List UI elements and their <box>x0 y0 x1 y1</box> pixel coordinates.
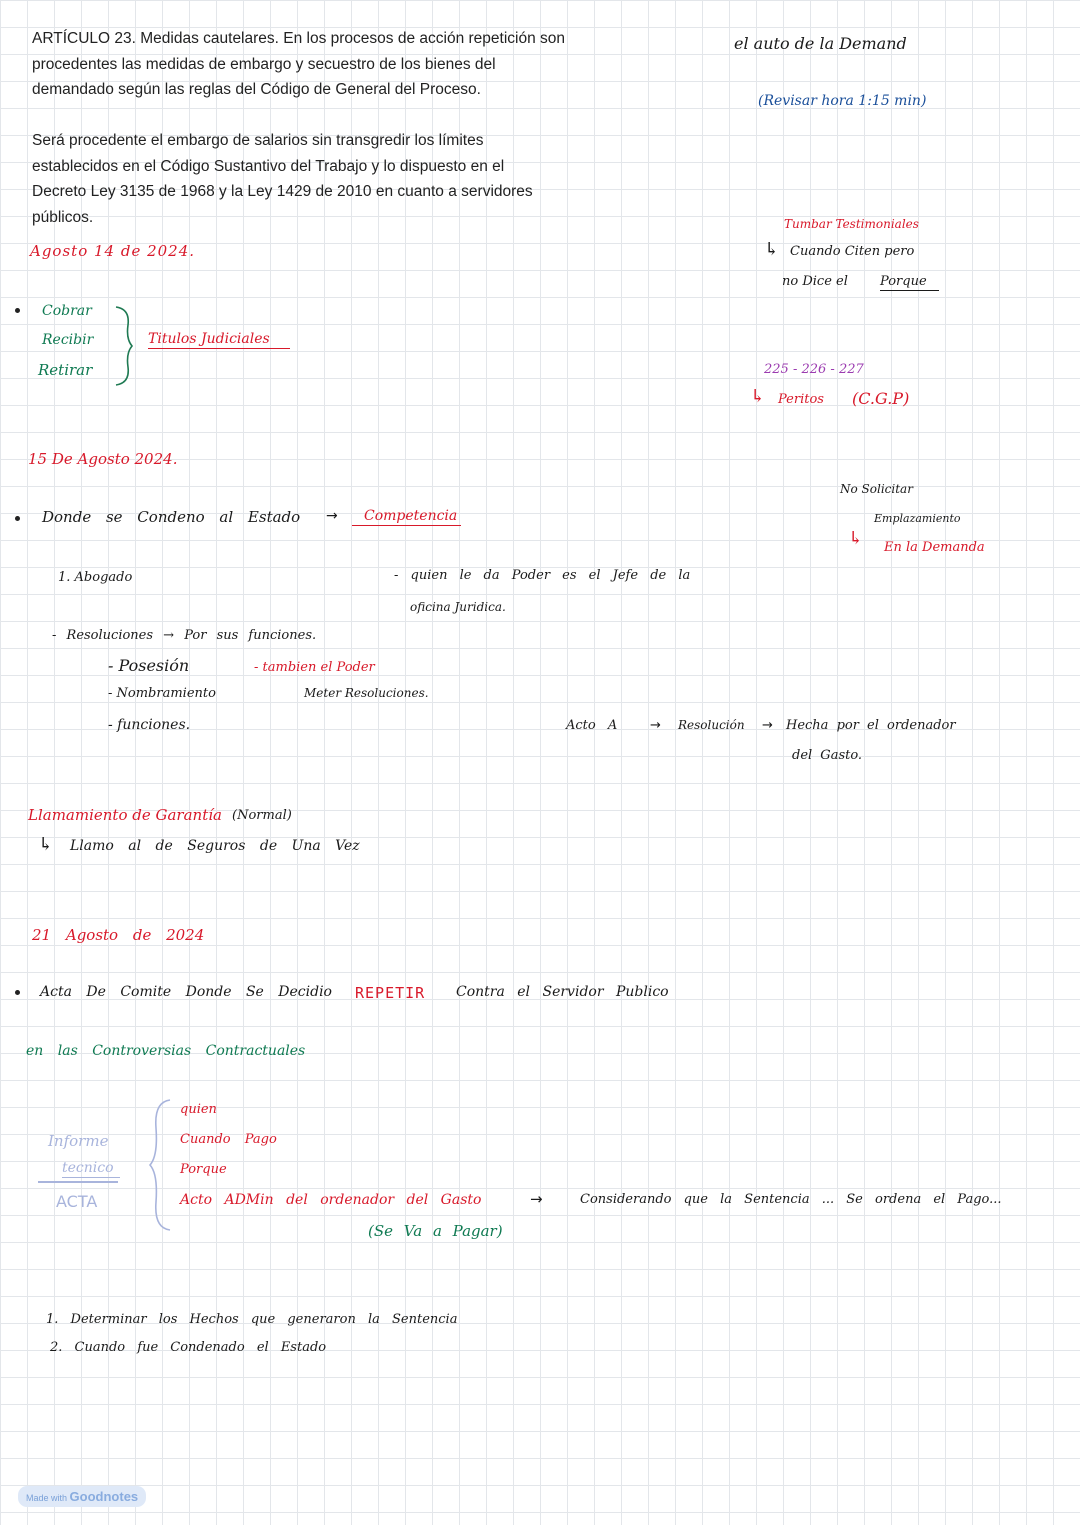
resoluciones: - Resoluciones → Por sus funciones. <box>52 628 317 643</box>
considerando: Considerando que la Sentencia ... Se ordena el Pago... <box>580 1192 1002 1207</box>
bullet-dot <box>15 308 20 313</box>
note-no-dice: no Dice el <box>782 274 848 289</box>
note-tumbar-testimoniales: Tumbar Testimoniales <box>784 217 919 231</box>
llamamiento-normal: (Normal) <box>232 808 292 823</box>
llamamiento-title: Llamamiento de Garantía <box>28 806 222 824</box>
goodnotes-badge <box>18 1486 146 1507</box>
arrow-right-icon: → <box>762 718 773 733</box>
competencia: Competencia <box>352 508 461 526</box>
note-articles: 225 - 226 - 227 <box>764 362 864 377</box>
titulos-judiciales: Titulos Judiciales <box>148 331 290 349</box>
made-with-label: Made with <box>26 1493 68 1503</box>
label-tecnico: tecnico <box>62 1160 120 1178</box>
verb-recibir: Recibir <box>42 332 94 348</box>
label-acta: ACTA <box>56 1192 98 1211</box>
note-peritos: Peritos <box>778 392 824 407</box>
verb-cobrar: Cobrar <box>42 303 92 319</box>
article-paragraph-2: Será procedente el embargo de salarios sin transgredir los límites establecidos en el Código Sustantivo del Trabajo y lo dispuesto en el Decreto Ley 3135 de 1968 y la Ley 1429 de 2010 en cuanto a servidores públicos. <box>32 132 533 226</box>
note-cuando-citen: Cuando Citen pero <box>790 244 915 259</box>
verb-retirar: Retirar <box>38 361 93 379</box>
arrow-right-icon: → <box>326 508 338 524</box>
arrow-right-icon: → <box>530 1190 543 1208</box>
list-item: 2. Cuando fue Condenado el Estado <box>50 1340 327 1355</box>
brace-icon <box>112 305 136 387</box>
note-no-solicitar: No Solicitar <box>840 482 913 496</box>
arrow-curve-icon: ↳ <box>750 386 766 407</box>
resolucion: Resolución <box>678 718 745 732</box>
arrow-curve-icon: ↳ <box>38 834 54 855</box>
brace-icon <box>148 1098 174 1232</box>
item-abogado: 1. Abogado <box>58 570 133 585</box>
date-aug-15: 15 De Agosto 2024. <box>28 450 178 468</box>
bullet-dot <box>15 516 20 521</box>
quien-poder-line-2: oficina Juridica. <box>410 600 506 614</box>
brace-item-quien: quien <box>180 1102 217 1117</box>
brand-label: Goodnotes <box>69 1489 139 1504</box>
tambien-poder: - tambien el Poder <box>254 660 375 675</box>
item-funciones: - funciones. <box>108 717 191 733</box>
controversias-contractuales: en las Controversias Contractuales <box>26 1043 306 1059</box>
brace-item-cuando-pago: Cuando Pago <box>180 1132 277 1147</box>
del-gasto: del Gasto. <box>792 748 863 763</box>
item-nombramiento: - Nombramiento <box>108 686 216 701</box>
arrow-curve-icon: ↳ <box>764 239 780 260</box>
quien-poder-line-1: - quien le da Poder es el Jefe de la <box>394 568 691 583</box>
date-aug-14: Agosto 14 de 2024. <box>30 242 196 260</box>
date-aug-21: 21 Agosto de 2024 <box>32 926 205 944</box>
meter-resoluciones: Meter Resoluciones. <box>304 686 429 700</box>
list-item: 1. Determinar los Hechos que generaron la Sentencia <box>46 1312 458 1327</box>
label-informe: Informe <box>48 1132 109 1150</box>
llamamiento-line: Llamo al de Seguros de Una Vez <box>70 838 360 854</box>
note-emplazamiento: Emplazamiento <box>874 512 961 525</box>
bullet-dot <box>15 990 20 995</box>
note-porque: Porque <box>880 274 939 291</box>
se-va-a-pagar: (Se Va a Pagar) <box>368 1222 503 1240</box>
item-posesion: - Posesión <box>108 656 190 675</box>
note-auto-demanda: el auto de la Demand <box>734 34 907 53</box>
note-cgp: (C.G.P) <box>852 389 910 408</box>
article-paragraph-1: ARTÍCULO 23. Medidas cautelares. En los procesos de acción repetición son procedentes las medidas de embargo y secuestro de los bienes del demandado según las reglas del Código de General del Proceso. <box>32 30 566 98</box>
note-en-demanda: En la Demanda <box>884 540 985 555</box>
acta-comite: Acta De Comite Donde Se Decidio <box>40 984 332 1000</box>
arrow-curve-icon: ↳ <box>848 528 864 549</box>
note-revisar: (Revisar hora 1:15 min) <box>758 93 927 109</box>
hecha-ordenador: Hecha por el ordenador <box>786 718 956 733</box>
arrow-right-icon: → <box>650 718 661 733</box>
acto-admin: Acto ADMin del ordenador del Gasto <box>180 1192 482 1208</box>
divider <box>38 1181 118 1183</box>
contra-servidor: Contra el Servidor Publico <box>456 984 669 1000</box>
repetir-keyword: REPETIR <box>355 984 426 1002</box>
donde-condeno: Donde se Condeno al Estado <box>42 508 301 526</box>
acto-a: Acto A <box>566 718 618 733</box>
brace-item-porque: Porque <box>180 1162 227 1177</box>
